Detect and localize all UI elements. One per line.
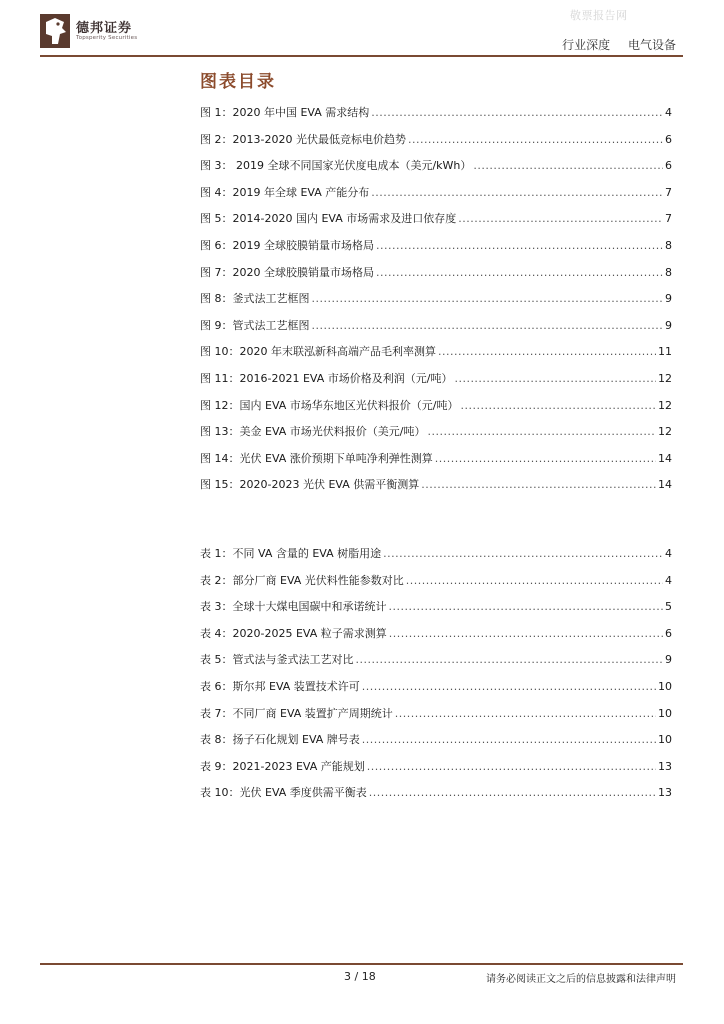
toc-entry-label: 表 9：2021-2023 EVA 产能规划 [200, 759, 365, 773]
toc-leader-dots [376, 266, 663, 279]
toc-leader-dots [473, 159, 663, 172]
toc-entry[interactable] [200, 705, 672, 732]
toc-entry-label: 表 6：斯尔邦 EVA 装置技术许可 [200, 679, 360, 693]
toc-leader-dots [312, 292, 664, 305]
toc-entry-page: 8 [665, 265, 672, 279]
toc-entry[interactable] [200, 317, 672, 344]
toc-leader-dots [435, 452, 656, 465]
toc-leader-dots [421, 478, 656, 491]
toc-entry[interactable] [200, 264, 672, 291]
toc-entry-page: 9 [665, 653, 672, 667]
toc-entry-page: 7 [665, 212, 672, 226]
toc-entry-page: 9 [665, 318, 672, 332]
toc-entry-page: 12 [658, 371, 672, 385]
toc-entry-label: 图 15：2020-2023 光伏 EVA 供需平衡测算 [200, 478, 420, 492]
toc-leader-dots [356, 653, 664, 666]
toc-entry-page: 14 [658, 478, 672, 492]
toc-entry-page: 9 [665, 292, 672, 306]
disclaimer-text: 请务必阅读正文之后的信息披露和法律声明 [486, 974, 676, 985]
toc-entry[interactable] [200, 476, 672, 503]
toc-entry-label: 表 4：2020-2025 EVA 粒子需求测算 [200, 626, 387, 640]
toc-entry[interactable] [200, 157, 672, 184]
toc-leader-dots [395, 707, 656, 720]
toc-leader-dots [371, 186, 663, 199]
toc-leader-dots [383, 547, 663, 560]
toc-entry-page: 11 [658, 345, 672, 359]
toc-entry-label: 图 10：2020 年末联泓新科高端产品毛利率测算 [200, 345, 436, 359]
toc-leader-dots [389, 627, 663, 640]
report-sector: 电气设备 [627, 38, 676, 52]
toc-leader-dots [369, 786, 656, 799]
toc-entry-label: 图 6：2019 全球胶膜销量市场格局 [200, 238, 374, 252]
toc-entry-page: 6 [665, 159, 672, 173]
toc-entry[interactable] [200, 237, 672, 264]
toc-title: 图表目录 [200, 72, 276, 92]
header-divider [40, 55, 683, 57]
company-logo [40, 14, 170, 48]
toc-entry-label: 图 7：2020 全球胶膜销量市场格局 [200, 265, 374, 279]
toc-entry-page: 7 [665, 185, 672, 199]
toc-entry-label: 图 12：国内 EVA 市场华东地区光伏料报价（元/吨） [200, 398, 459, 412]
toc-entry[interactable] [200, 545, 672, 572]
toc-leader-dots [371, 106, 663, 119]
toc-entry-label: 图 2：2013-2020 光伏最低竞标电价趋势 [200, 132, 406, 146]
toc-leader-dots [389, 600, 664, 613]
toc-entry[interactable] [200, 210, 672, 237]
toc-leader-dots [362, 680, 656, 693]
figure-list [200, 104, 672, 503]
toc-entry-label: 表 2：部分厂商 EVA 光伏料性能参数对比 [200, 573, 404, 587]
toc-entry-page: 12 [658, 425, 672, 439]
report-category: 行业深度 [562, 38, 611, 52]
toc-entry[interactable] [200, 598, 672, 625]
footer-divider [40, 963, 683, 965]
toc-leader-dots [376, 239, 663, 252]
toc-entry[interactable] [200, 572, 672, 599]
toc-entry-label: 图 11：2016-2021 EVA 市场价格及利润（元/吨） [200, 371, 453, 385]
toc-entry-page: 12 [658, 398, 672, 412]
toc-entry-page: 6 [665, 626, 672, 640]
toc-entry-label: 表 1：不同 VA 含量的 EVA 树脂用途 [200, 547, 382, 560]
toc-entry-label: 图 14：光伏 EVA 涨价预期下单吨净利弹性测算 [200, 451, 433, 465]
toc-entry-label: 图 13：美金 EVA 市场光伏料报价（美元/吨） [200, 425, 426, 439]
toc-entry[interactable] [200, 370, 672, 397]
toc-entry[interactable] [200, 423, 672, 450]
toc-entry-page: 13 [658, 786, 672, 800]
toc-entry[interactable] [200, 290, 672, 317]
toc-entry-page: 10 [658, 706, 672, 720]
toc-entry-label: 表 7：不同厂商 EVA 装置扩产周期统计 [200, 706, 393, 720]
toc-entry-page: 10 [658, 733, 672, 747]
toc-entry-page: 14 [658, 451, 672, 465]
logo-mark-icon [40, 14, 70, 48]
toc-leader-dots [458, 212, 663, 225]
toc-entry[interactable] [200, 784, 672, 811]
page-number: 3 / 18 [344, 970, 376, 983]
toc-entry-label: 图 3： 2019 全球不同国家光伏度电成本（美元/kWh） [200, 159, 472, 173]
toc-entry[interactable] [200, 625, 672, 652]
toc-entry-page: 4 [665, 573, 672, 587]
toc-entry[interactable] [200, 678, 672, 705]
toc-leader-dots [312, 319, 664, 332]
toc-leader-dots [454, 372, 656, 385]
toc-entry[interactable] [200, 758, 672, 785]
logo-text-cn: 德邦证券 [76, 21, 133, 36]
toc-leader-dots [408, 133, 663, 146]
toc-leader-dots [367, 760, 656, 773]
toc-leader-dots [438, 345, 656, 358]
toc-entry[interactable] [200, 651, 672, 678]
toc-entry-page: 10 [658, 679, 672, 693]
toc-leader-dots [461, 399, 657, 412]
toc-entry[interactable] [200, 184, 672, 211]
toc-entry[interactable] [200, 104, 672, 131]
toc-leader-dots [406, 574, 663, 587]
toc-entry[interactable] [200, 343, 672, 370]
toc-entry-page: 4 [665, 547, 672, 560]
toc-entry-page: 4 [665, 106, 672, 119]
toc-entry[interactable] [200, 397, 672, 424]
toc-entry[interactable] [200, 731, 672, 758]
toc-entry[interactable] [200, 131, 672, 158]
logo-text-en: Topsperity Securities [76, 35, 138, 41]
toc-entry-page: 5 [665, 600, 672, 614]
toc-entry-page: 6 [665, 132, 672, 146]
toc-entry-page: 13 [658, 759, 672, 773]
toc-leader-dots [428, 425, 657, 438]
toc-entry[interactable] [200, 450, 672, 477]
toc-entry-label: 表 8：扬子石化规划 EVA 牌号表 [200, 733, 360, 747]
table-list [200, 545, 672, 811]
toc-entry-label: 图 9：管式法工艺框图 [200, 318, 310, 332]
header-tags [548, 36, 676, 53]
toc-entry-label: 图 1：2020 年中国 EVA 需求结构 [200, 106, 370, 119]
toc-entry-label: 图 5：2014-2020 国内 EVA 市场需求及进口依存度 [200, 212, 457, 226]
toc-entry-label: 图 4：2019 年全球 EVA 产能分布 [200, 185, 370, 199]
watermark: 敬票报告网 [570, 9, 628, 22]
toc-entry-label: 图 8：釜式法工艺框图 [200, 292, 310, 306]
toc-entry-label: 表 10：光伏 EVA 季度供需平衡表 [200, 786, 367, 800]
toc-entry-page: 8 [665, 238, 672, 252]
toc-leader-dots [362, 733, 656, 746]
toc-entry-label: 表 5：管式法与釜式法工艺对比 [200, 653, 354, 667]
toc-entry-label: 表 3：全球十大煤电国碳中和承诺统计 [200, 600, 387, 614]
